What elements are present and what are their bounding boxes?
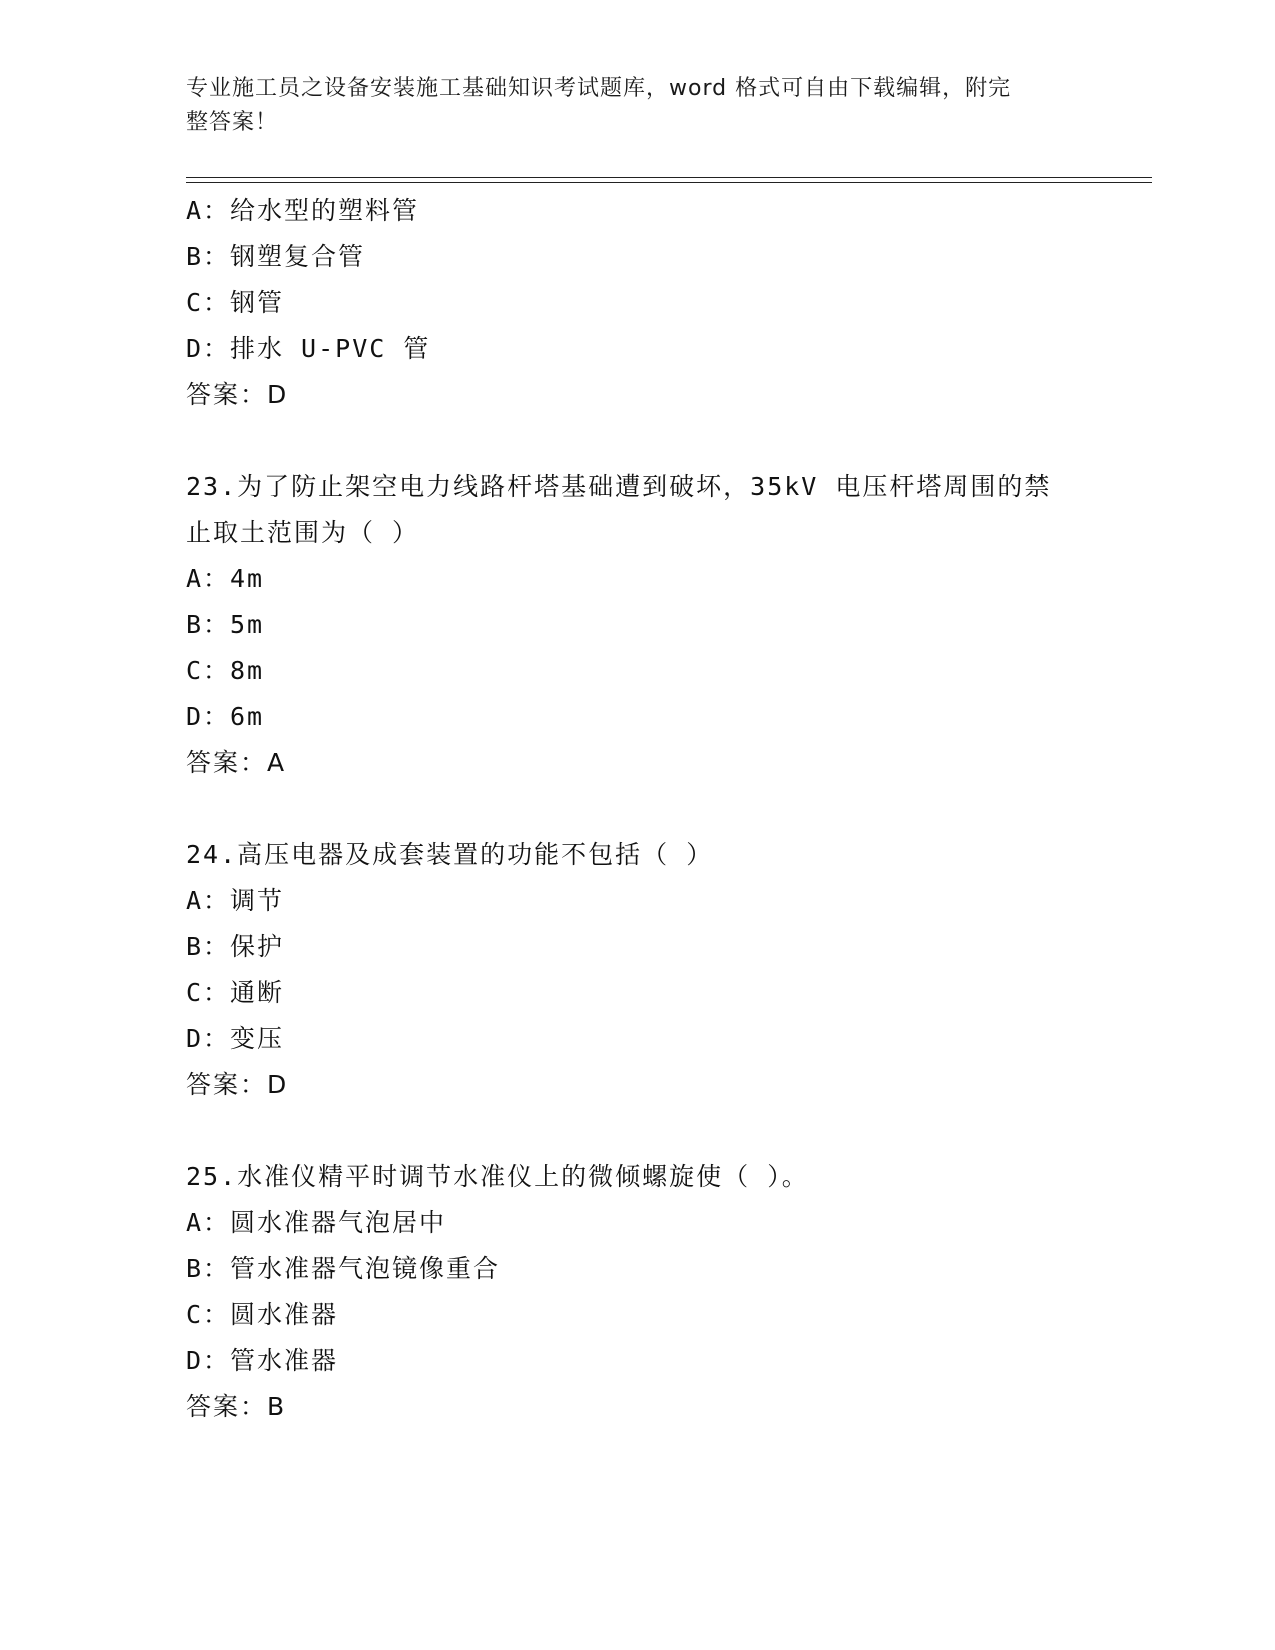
option-text: 钢塑复合管 — [230, 242, 366, 271]
question-text-line-1: 24.高压电器及成套装置的功能不包括（ ） — [186, 840, 714, 869]
question-text — [186, 464, 1086, 556]
option-text: 圆水准器气泡居中 — [230, 1208, 447, 1237]
option-b — [186, 1246, 1136, 1292]
option-letter: B： — [186, 932, 231, 961]
question-23 — [186, 464, 1136, 786]
option-letter: A： — [186, 886, 231, 915]
option-d — [186, 1338, 1136, 1384]
option-letter: A： — [186, 564, 231, 593]
option-text: 4m — [230, 564, 265, 593]
question-text — [186, 832, 1086, 878]
option-text: 管水准器气泡镜像重合 — [230, 1254, 501, 1283]
option-text: 变压 — [230, 1024, 285, 1053]
option-a — [186, 188, 1136, 234]
answer-text: 答案：A — [186, 748, 287, 777]
spacer — [186, 1108, 1136, 1154]
option-text: 圆水准器 — [230, 1300, 339, 1329]
option-letter: C： — [186, 1300, 231, 1329]
option-text: 排水 U-PVC 管 — [230, 334, 431, 363]
option-letter: D： — [186, 1346, 231, 1375]
option-letter: C： — [186, 978, 231, 1007]
option-text: 6m — [230, 702, 265, 731]
header-divider-top — [186, 177, 1152, 178]
option-text: 管水准器 — [230, 1346, 339, 1375]
option-b — [186, 234, 1136, 280]
option-letter: C： — [186, 288, 231, 317]
option-b — [186, 602, 1136, 648]
option-letter: D： — [186, 1024, 231, 1053]
question-list — [186, 188, 1136, 1430]
option-c — [186, 1292, 1136, 1338]
option-letter: A： — [186, 1208, 231, 1237]
option-c — [186, 648, 1136, 694]
document-header — [186, 72, 1086, 140]
option-letter: A： — [186, 196, 231, 225]
option-text: 8m — [230, 656, 265, 685]
spacer — [186, 418, 1136, 464]
option-c — [186, 280, 1136, 326]
option-text: 保护 — [230, 932, 285, 961]
header-line-1: 专业施工员之设备安装施工基础知识考试题库，word 格式可自由下载编辑，附完 — [186, 76, 1012, 101]
question-24 — [186, 832, 1136, 1108]
header-line-2: 整答案！ — [186, 110, 279, 135]
option-a — [186, 1200, 1136, 1246]
answer-text: 答案：B — [186, 1392, 287, 1421]
answer-text: 答案：D — [186, 380, 289, 409]
option-text: 通断 — [230, 978, 285, 1007]
spacer — [186, 786, 1136, 832]
option-letter: C： — [186, 656, 231, 685]
question-text-line-2: 止取土范围为（ ） — [186, 518, 420, 547]
question-25 — [186, 1154, 1136, 1430]
option-d — [186, 694, 1136, 740]
option-letter: B： — [186, 610, 231, 639]
answer-text: 答案：D — [186, 1070, 289, 1099]
option-b — [186, 924, 1136, 970]
option-letter: B： — [186, 1254, 231, 1283]
question-text-line-1: 25.水准仪精平时调节水准仪上的微倾螺旋使（ ）。 — [186, 1162, 809, 1191]
option-text: 5m — [230, 610, 265, 639]
option-text: 钢管 — [230, 288, 285, 317]
option-letter: D： — [186, 334, 231, 363]
option-a — [186, 878, 1136, 924]
option-c — [186, 970, 1136, 1016]
option-letter: B： — [186, 242, 231, 271]
header-divider-bottom — [186, 182, 1152, 183]
option-d — [186, 326, 1136, 372]
question-text — [186, 1154, 1086, 1200]
option-text: 调节 — [230, 886, 285, 915]
question-22 — [186, 188, 1136, 418]
question-text-line-1: 23.为了防止架空电力线路杆塔基础遭到破坏，35kV 电压杆塔周围的禁 — [186, 472, 1052, 501]
option-d — [186, 1016, 1136, 1062]
option-text: 给水型的塑料管 — [230, 196, 420, 225]
option-letter: D： — [186, 702, 231, 731]
option-a — [186, 556, 1136, 602]
